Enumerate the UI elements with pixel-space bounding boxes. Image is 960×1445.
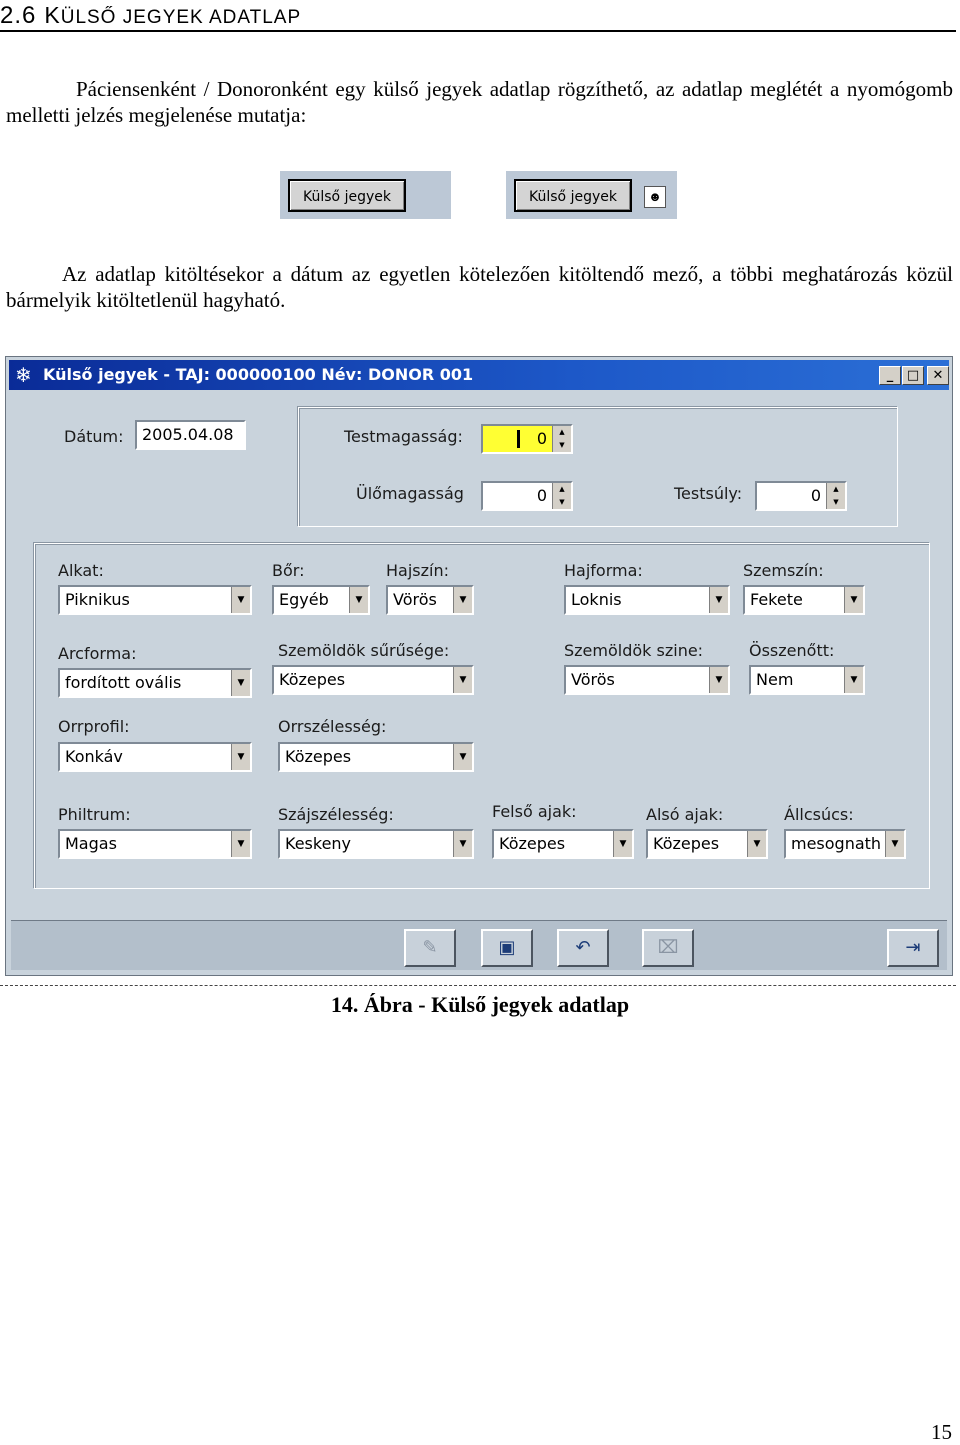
minimize-button[interactable]: _ — [879, 366, 901, 385]
testsuly-spinner[interactable] — [755, 481, 847, 511]
testmagassag-spinner[interactable] — [481, 424, 573, 454]
alkat-label: Alkat: — [58, 561, 104, 580]
allcsucs-select[interactable] — [784, 829, 906, 859]
arcforma-value: fordított ovális — [65, 673, 182, 692]
szemoldok-szine-label: Szemöldök szine: — [564, 641, 704, 660]
testmagassag-value: 0 — [536, 429, 547, 448]
szemoldok-suruseg-label: Szemöldök sűrűsége: — [278, 641, 450, 660]
datum-input[interactable]: 2005.04.08 — [135, 420, 246, 450]
bor-label: Bőr: — [272, 561, 305, 580]
maximize-button[interactable]: □ — [902, 366, 924, 385]
arcforma-select[interactable] — [58, 668, 252, 698]
window-toolbar — [11, 920, 947, 970]
section-heading — [0, 0, 956, 32]
window-title: Külső jegyek - TAJ: 000000100 Név: DONOR 001 — [43, 365, 474, 384]
orrprofil-label: Orrprofil: — [58, 717, 130, 736]
hajforma-label: Hajforma: — [564, 561, 643, 580]
kulso-jegyek-button-plain[interactable]: Külső jegyek — [288, 179, 406, 212]
orrprofil-select[interactable] — [58, 742, 252, 772]
chevron-down-icon[interactable]: ▼ — [349, 587, 368, 613]
szemoldok-szine-select[interactable] — [564, 665, 730, 695]
hajszin-value: Vörös — [393, 590, 437, 609]
chevron-down-icon[interactable]: ▼ — [709, 587, 728, 613]
felso-ajak-value: Közepes — [499, 834, 566, 853]
chevron-down-icon[interactable]: ▼ — [453, 667, 472, 693]
orrszelesseg-value: Közepes — [285, 747, 352, 766]
osszenott-value: Nem — [756, 670, 794, 689]
also-ajak-select[interactable] — [646, 829, 768, 859]
felso-ajak-select[interactable] — [492, 829, 634, 859]
testsuly-label: Testsúly: — [674, 484, 743, 503]
intro-paragraph: Páciensenként / Donoronként egy külső jegyek adatlap rögzíthető, az adatlap meglétét a nyomógomb melletti jelzés megjelenése mutatja: — [6, 77, 953, 127]
datum-label: Dátum: — [64, 427, 124, 446]
text-cursor — [517, 430, 520, 448]
spin-arrows-icon[interactable]: ▲ ▼ — [552, 426, 571, 452]
hajszin-label: Hajszín: — [386, 561, 449, 580]
szemszin-label: Szemszín: — [743, 561, 824, 580]
also-ajak-label: Alsó ajak: — [646, 805, 724, 824]
bor-select[interactable] — [272, 585, 370, 615]
orrprofil-value: Konkáv — [65, 747, 123, 766]
hajforma-value: Loknis — [571, 590, 622, 609]
orrszelesseg-label: Orrszélesség: — [278, 717, 387, 736]
szemoldok-szine-value: Vörös — [571, 670, 615, 689]
philtrum-label: Philtrum: — [58, 805, 131, 824]
ulomagassag-value: 0 — [536, 486, 547, 505]
second-paragraph: Az adatlap kitöltésekor a dátum az egyetlen kötelezően kitöltendő mező, a többi meghatározás közül bármelyik kitöltetlenül hagyható. — [6, 262, 953, 312]
chevron-down-icon[interactable]: ▼ — [844, 667, 863, 693]
ulomagassag-label: Ülőmagasság — [356, 484, 464, 503]
osszenott-label: Összenőtt: — [749, 641, 835, 660]
page-number: 15 — [931, 1420, 952, 1444]
chevron-down-icon[interactable]: ▼ — [453, 587, 472, 613]
bor-value: Egyéb — [279, 590, 329, 609]
chevron-down-icon[interactable]: ▼ — [885, 831, 904, 857]
chevron-down-icon[interactable]: ▼ — [231, 744, 250, 770]
separator-line — [0, 985, 956, 986]
kulso-jegyek-button-marked[interactable]: Külső jegyek — [514, 179, 632, 212]
exit-icon: ⇥ — [905, 937, 921, 958]
exit-button[interactable] — [887, 929, 939, 967]
alkat-value: Piknikus — [65, 590, 130, 609]
hajforma-select[interactable] — [564, 585, 730, 615]
snowflake-icon: ❄ — [15, 363, 32, 387]
save-button[interactable] — [481, 929, 533, 967]
spin-arrows-icon[interactable]: ▲ ▼ — [826, 483, 845, 509]
undo-button[interactable] — [557, 929, 609, 967]
also-ajak-value: Közepes — [653, 834, 720, 853]
szemoldok-suruseg-select[interactable] — [272, 665, 474, 695]
spin-arrows-icon[interactable]: ▲ ▼ — [552, 483, 571, 509]
szemszin-value: Fekete — [750, 590, 803, 609]
szajszelesseg-select[interactable] — [278, 829, 474, 859]
szajszelesseg-label: Szájszélesség: — [278, 805, 394, 824]
ulomagassag-spinner[interactable] — [481, 481, 573, 511]
orrszelesseg-select[interactable] — [278, 742, 474, 772]
window-titlebar — [9, 360, 949, 390]
chevron-down-icon[interactable]: ▼ — [613, 831, 632, 857]
edit-button[interactable] — [404, 929, 456, 967]
hajszin-select[interactable] — [386, 585, 474, 615]
section-title-rest: ÜLSŐ JEGYEK ADATLAP — [60, 7, 302, 28]
osszenott-select[interactable] — [749, 665, 865, 695]
section-number: 2.6 — [0, 2, 37, 29]
chevron-down-icon[interactable]: ▼ — [453, 744, 472, 770]
chevron-down-icon[interactable]: ▼ — [231, 587, 250, 613]
philtrum-value: Magas — [65, 834, 117, 853]
sample-button-marked-area — [506, 171, 677, 219]
szajszelesseg-value: Keskeny — [285, 834, 352, 853]
chevron-down-icon[interactable]: ▼ — [709, 667, 728, 693]
chevron-down-icon[interactable]: ▼ — [453, 831, 472, 857]
kulso-jegyek-window — [5, 356, 953, 976]
chevron-down-icon[interactable]: ▼ — [231, 831, 250, 857]
chevron-down-icon[interactable]: ▼ — [844, 587, 863, 613]
allcsucs-value: mesognath — [791, 834, 882, 853]
delete-icon: ⌧ — [657, 937, 679, 958]
philtrum-select[interactable] — [58, 829, 252, 859]
szemoldok-suruseg-value: Közepes — [279, 670, 346, 689]
chevron-down-icon[interactable]: ▼ — [747, 831, 766, 857]
felso-ajak-label: Felső ajak: — [492, 802, 577, 821]
alkat-select[interactable] — [58, 585, 252, 615]
undo-icon: ↶ — [575, 937, 591, 958]
sample-button-plain-area — [280, 171, 451, 219]
szemszin-select[interactable] — [743, 585, 865, 615]
chevron-down-icon[interactable]: ▼ — [231, 670, 250, 696]
allcsucs-label: Állcsúcs: — [784, 805, 854, 824]
close-button[interactable]: ✕ — [927, 366, 949, 385]
edit-icon: ✎ — [422, 937, 438, 958]
delete-button[interactable] — [642, 929, 694, 967]
figure-caption: 14. Ábra - Külső jegyek adatlap — [330, 992, 630, 1017]
face-icon: ☻ — [644, 186, 666, 208]
section-title-initial: K — [44, 2, 61, 28]
testmagassag-label: Testmagasság: — [344, 427, 463, 446]
arcforma-label: Arcforma: — [58, 644, 137, 663]
testsuly-value: 0 — [810, 486, 821, 505]
save-icon: ▣ — [498, 937, 516, 958]
